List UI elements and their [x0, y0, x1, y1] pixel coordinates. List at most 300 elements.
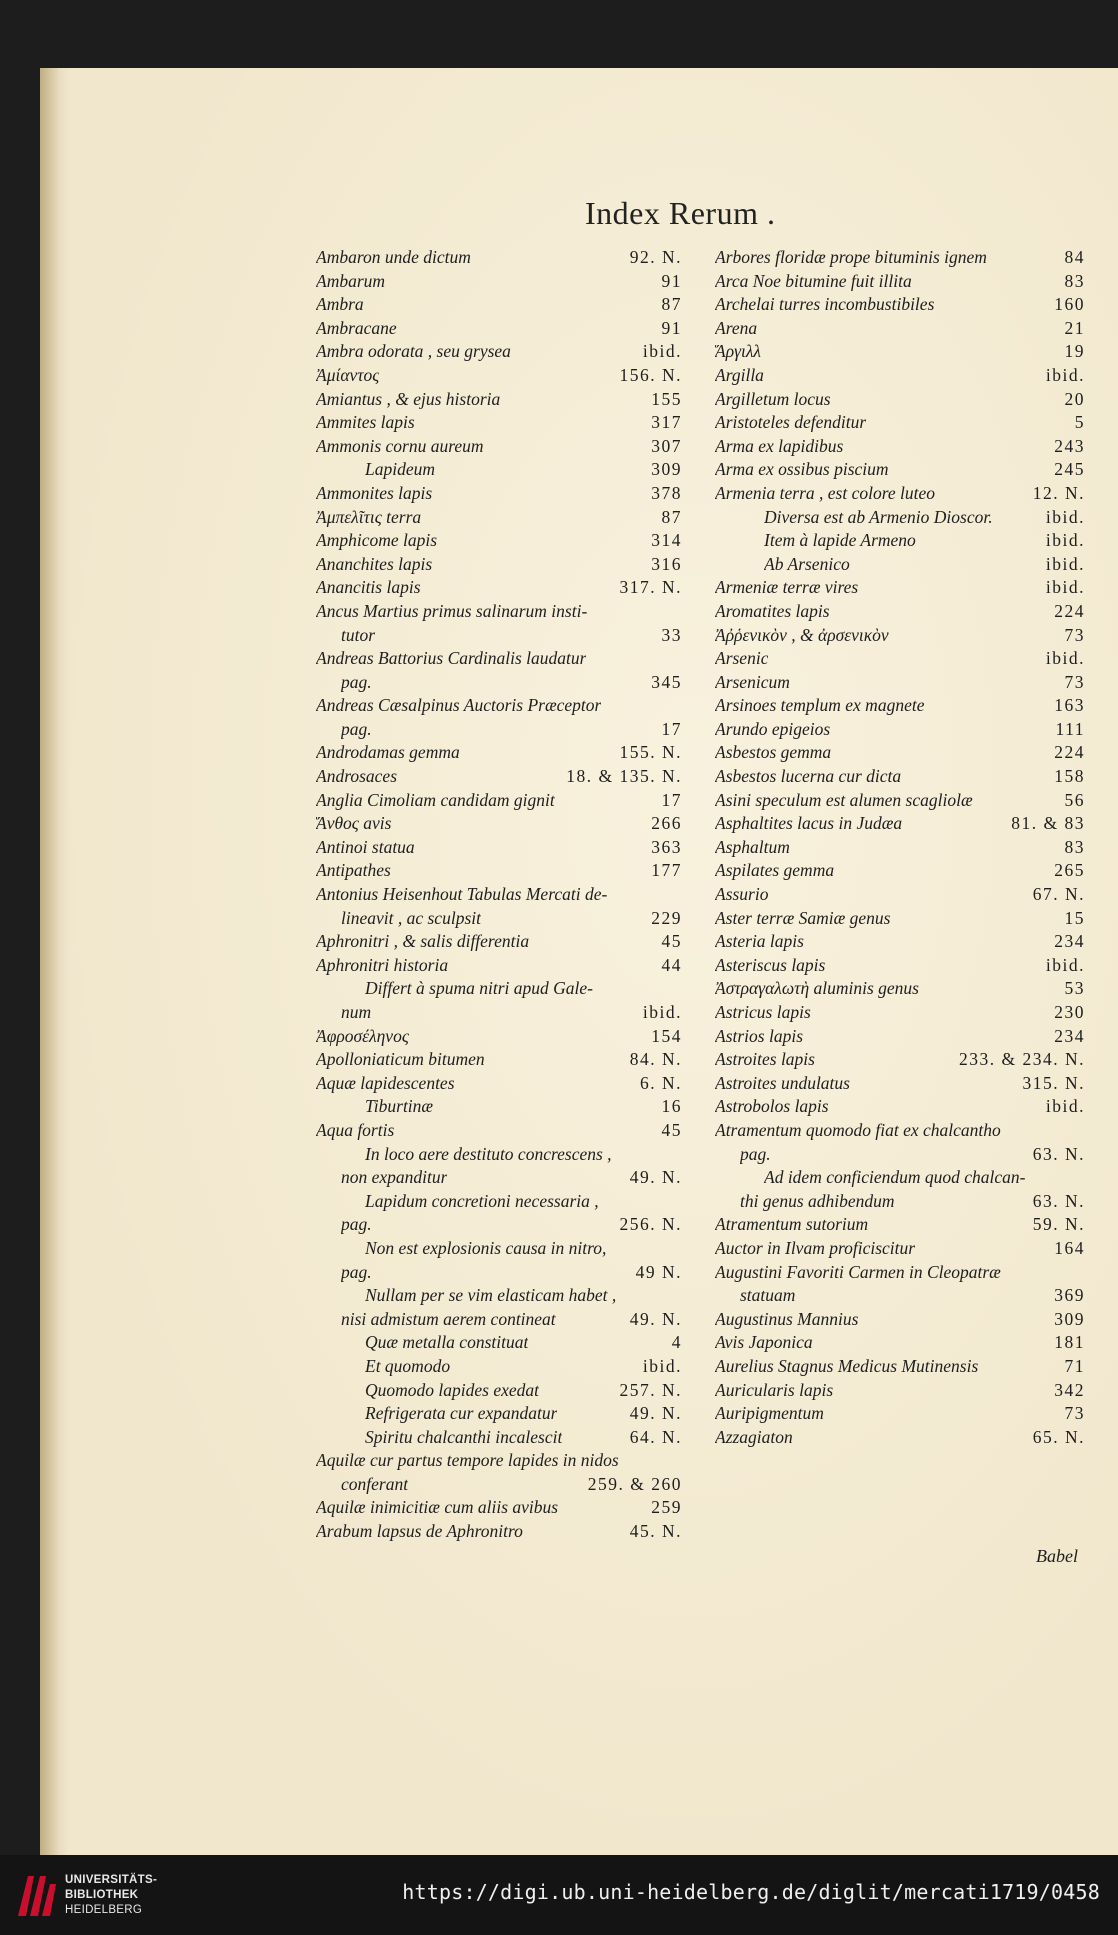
index-entry: [715, 1026, 1085, 1050]
index-entry-term: Aster terræ Samiæ genus: [715, 907, 891, 928]
index-entry-term: Ammites lapis: [316, 412, 415, 433]
index-entry: [316, 1474, 682, 1498]
index-column-left: [316, 247, 682, 1545]
index-entry-term: Lapidum concretioni necessaria ,: [365, 1190, 599, 1211]
index-entry-term: Arena: [715, 317, 758, 338]
index-entry-term: Arma ex ossibus piscium: [715, 459, 889, 480]
index-entry: [316, 1309, 682, 1333]
index-entry: [715, 1167, 1085, 1191]
index-entry-term: Ab Arsenico: [764, 553, 850, 574]
university-library-logo-icon: [14, 1870, 58, 1920]
logo-text-line-3: HEIDELBERG: [65, 1904, 143, 1916]
index-entry-term: Aphronitri , & salis differentia: [316, 931, 530, 952]
index-entry-page: 83: [1064, 270, 1085, 291]
index-entry-term: pag.: [341, 1214, 372, 1235]
index-entry-page: 63. N.: [1032, 1190, 1085, 1211]
index-entry-page: 155. N.: [619, 742, 682, 763]
index-entry-page: 45. N.: [629, 1521, 682, 1542]
index-entry: [316, 389, 682, 413]
index-entry-term: pag.: [341, 718, 372, 739]
index-entry-term: Asteriscus lapis: [715, 954, 826, 975]
index-entry-page: ibid.: [1045, 553, 1085, 574]
index-entry: [316, 1026, 682, 1050]
index-entry-term: Astricus lapis: [715, 1002, 811, 1022]
index-entry-term: statuam: [740, 1285, 796, 1306]
index-entry-term: Andreas Cæsalpinus Auctoris Præceptor: [316, 695, 602, 716]
index-entry-term: pag.: [341, 671, 372, 692]
index-entry-term: Astroites lapis: [715, 1049, 815, 1070]
index-entry-page: 33: [661, 624, 682, 645]
index-entry-term: Ἀῤῥενικὸν , & ἀρσενικὸν: [715, 624, 889, 645]
index-entry: [316, 648, 682, 672]
index-entry-page: 234: [1054, 931, 1085, 952]
index-entry: [316, 672, 682, 696]
index-entry-page: 224: [1054, 742, 1085, 763]
index-entry: [316, 1380, 682, 1404]
index-entry-term: Ambracane: [316, 317, 397, 338]
index-entry-term: Ammonites lapis: [316, 482, 433, 503]
index-entry-page: 177: [651, 860, 682, 881]
index-entry-page: 21: [1064, 317, 1085, 338]
index-entry-term: Arabum lapsus de Aphronitro: [316, 1521, 523, 1542]
index-entry: [316, 1497, 682, 1521]
index-entry-term: Asbestos gemma: [715, 742, 832, 763]
index-entry: [316, 1049, 682, 1073]
index-entry: [715, 1356, 1085, 1380]
index-entry-page: 164: [1054, 1237, 1085, 1258]
index-entry: [715, 577, 1085, 601]
index-entry: [316, 884, 682, 908]
index-entry-page: 345: [651, 671, 682, 692]
index-entry: [316, 365, 682, 389]
index-entry-term: Ἀμπελῖτις terra: [316, 506, 422, 527]
index-entry: [316, 1214, 682, 1238]
index-entry-term: Ammonis cornu aureum: [316, 435, 484, 456]
index-entry: [316, 294, 682, 318]
index-entry-page: 67. N.: [1032, 884, 1085, 905]
index-entry: [715, 1073, 1085, 1097]
index-entry-term: Assurio: [715, 884, 769, 905]
index-entry-term: Arsenic: [715, 648, 769, 669]
index-entry-term: Androsaces: [316, 766, 398, 787]
index-entry-page: 19: [1064, 341, 1085, 362]
index-entry-page: 6. N.: [639, 1072, 682, 1093]
index-entry-term: Refrigerata cur expandatur: [365, 1403, 558, 1424]
index-entry: [316, 554, 682, 578]
index-entry-term: Aquilæ cur partus tempore lapides in nidos: [316, 1450, 619, 1471]
index-entry-page: 160: [1054, 294, 1085, 315]
index-entry-page: 256. N.: [619, 1214, 682, 1235]
index-entry-term: Atramentum sutorium: [715, 1214, 869, 1235]
index-entry: [316, 931, 682, 955]
index-entry: [316, 766, 682, 790]
index-entry-page: 229: [651, 907, 682, 928]
index-entry-term: nisi admistum aerem contineat: [341, 1308, 556, 1329]
index-entry-term: Auricularis lapis: [715, 1379, 834, 1400]
index-entry-page: 316: [651, 553, 682, 574]
index-entry: [715, 554, 1085, 578]
index-entry-page: 369: [1054, 1285, 1085, 1306]
index-entry-term: Aurelius Stagnus Medicus Mutinensis: [715, 1355, 979, 1376]
index-entry-term: pag.: [740, 1143, 771, 1164]
index-entry: [316, 1403, 682, 1427]
index-entry-term: Asteria lapis: [715, 931, 804, 952]
index-entry-term: Archelai turres incombustibiles: [715, 294, 935, 315]
index-entry-page: 257. N.: [619, 1379, 682, 1400]
index-entry: [316, 1167, 682, 1191]
index-entry-page: ibid.: [1045, 648, 1085, 669]
index-entry-term: pag.: [341, 1261, 372, 1282]
index-entry-page: 16: [661, 1096, 682, 1117]
index-entry-page: 49. N.: [629, 1308, 682, 1329]
index-entry-page: 265: [1054, 860, 1085, 881]
index-entry-page: 155: [651, 388, 682, 409]
index-entry: [316, 1285, 682, 1309]
index-entry: [715, 884, 1085, 908]
index-entry-term: Astroites undulatus: [715, 1072, 850, 1093]
index-entry: [715, 955, 1085, 979]
index-entry-page: 59. N.: [1032, 1214, 1085, 1235]
index-entry: [715, 766, 1085, 790]
index-entry-term: Ananchites lapis: [316, 553, 433, 574]
index-entry-page: 45: [661, 931, 682, 952]
index-entry: [316, 1356, 682, 1380]
index-entry-term: Astrios lapis: [715, 1025, 804, 1046]
index-entry-page: 317. N.: [619, 577, 682, 598]
index-entry-term: Anancitis lapis: [316, 577, 421, 598]
index-entry: [715, 837, 1085, 861]
index-entry: [715, 931, 1085, 955]
index-entry-term: Antonius Heisenhout Tabulas Mercati de-: [316, 884, 608, 905]
index-entry-page: 56: [1064, 789, 1085, 810]
index-entry-page: ibid.: [1045, 530, 1085, 551]
index-entry-page: 44: [661, 954, 682, 975]
index-entry-page: 83: [1064, 836, 1085, 857]
index-entry: [316, 1332, 682, 1356]
index-entry: [316, 271, 682, 295]
index-entry-page: 163: [1054, 695, 1085, 716]
index-entry: [715, 1096, 1085, 1120]
index-entry-page: 71: [1064, 1355, 1085, 1376]
logo-text-line-2: BIBLIOTHEK: [65, 1889, 139, 1901]
index-entry-page: 314: [651, 530, 682, 551]
index-entry-term: Antinoi statua: [316, 836, 415, 857]
index-entry-page: 224: [1054, 600, 1085, 621]
index-entry-term: Et quomodo: [365, 1355, 451, 1376]
index-entry: [715, 1427, 1085, 1451]
index-entry-term: num: [341, 1002, 372, 1022]
index-entry-page: 5: [1074, 412, 1085, 433]
index-entry: [715, 412, 1085, 436]
index-entry-term: Apolloniaticum bitumen: [316, 1049, 485, 1070]
index-entry-page: 317: [651, 412, 682, 433]
index-entry-page: 259. & 260: [587, 1473, 682, 1494]
index-entry: [715, 341, 1085, 365]
index-entry: [316, 860, 682, 884]
index-entry: [316, 790, 682, 814]
index-entry-term: tutor: [341, 624, 376, 645]
index-entry-page: ibid.: [1045, 506, 1085, 527]
index-entry-page: 63. N.: [1032, 1143, 1085, 1164]
page-title: Index Rerum .: [585, 195, 776, 231]
index-entry-page: 12. N.: [1032, 482, 1085, 503]
index-entry: [715, 1332, 1085, 1356]
index-entry-term: Azzagiaton: [715, 1426, 793, 1447]
index-entry-term: Aquæ lapidescentes: [316, 1072, 455, 1093]
index-entry: [715, 530, 1085, 554]
index-entry-page: 4: [671, 1332, 682, 1353]
index-entry-term: Argilletum locus: [715, 388, 831, 409]
index-entry-term: thi genus adhibendum: [740, 1190, 895, 1211]
index-entry-term: Anglia Cimoliam candidam gignit: [316, 789, 555, 810]
index-entry: [316, 695, 682, 719]
index-entry: [316, 837, 682, 861]
index-entry-term: Quomodo lapides exedat: [365, 1379, 539, 1400]
index-entry: [316, 742, 682, 766]
index-entry-term: Augustinus Mannius: [715, 1308, 859, 1329]
index-entry: [715, 1214, 1085, 1238]
index-entry-page: 73: [1064, 624, 1085, 645]
index-entry-term: Aqua fortis: [316, 1119, 395, 1140]
index-entry: [715, 790, 1085, 814]
index-entry-page: ibid.: [642, 1355, 682, 1376]
index-entry-page: 87: [661, 506, 682, 527]
index-entry-page: 307: [651, 435, 682, 456]
index-entry-page: 91: [661, 270, 682, 291]
index-entry: [316, 955, 682, 979]
index-entry-page: 49. N.: [629, 1167, 682, 1188]
index-entry: [316, 1096, 682, 1120]
index-entry: [715, 365, 1085, 389]
index-entry-page: 84. N.: [629, 1049, 682, 1070]
index-entry: [715, 719, 1085, 743]
index-entry-term: Arundo epigeios: [715, 718, 831, 739]
index-entry: [715, 459, 1085, 483]
index-entry: [715, 1144, 1085, 1168]
index-entry: [715, 247, 1085, 271]
index-entry-page: ibid.: [1045, 1096, 1085, 1117]
index-entry-term: Ἄνθος avis: [316, 813, 392, 834]
index-entry-page: 243: [1054, 435, 1085, 456]
index-entry-page: 45: [661, 1119, 682, 1140]
index-entry-term: Asphaltum: [715, 836, 790, 857]
index-entry-term: Lapideum: [365, 459, 435, 480]
index-entry-page: 230: [1054, 1002, 1085, 1022]
index-entry-term: Andreas Battorius Cardinalis laudatur: [316, 648, 587, 669]
index-entry-page: 91: [661, 317, 682, 338]
index-entry: [316, 1521, 682, 1545]
index-entry-term: In loco aere destituto concrescens ,: [365, 1143, 612, 1164]
index-entry: [715, 1262, 1085, 1286]
index-entry: [715, 978, 1085, 1002]
index-entry-term: Astrobolos lapis: [715, 1096, 829, 1117]
index-entry: [715, 1049, 1085, 1073]
index-entry-page: 17: [661, 789, 682, 810]
index-entry-page: 84: [1064, 247, 1085, 267]
index-column-right: [715, 247, 1085, 1450]
index-entry: [715, 483, 1085, 507]
index-entry-page: 233. & 234. N.: [959, 1049, 1085, 1070]
index-entry: [316, 247, 682, 271]
index-entry: [715, 1002, 1085, 1026]
index-entry-page: 92. N.: [629, 247, 682, 267]
index-entry-term: Arma ex lapidibus: [715, 435, 844, 456]
index-entry: [715, 1191, 1085, 1215]
index-entry-term: Auripigmentum: [715, 1403, 824, 1424]
index-entry-term: non expanditur: [341, 1167, 448, 1188]
index-entry-term: Ἀμίαντος: [316, 364, 380, 385]
index-entry: [316, 412, 682, 436]
index-entry: [715, 648, 1085, 672]
index-entry-term: Ἀστραγαλωτὴ aluminis genus: [715, 978, 919, 999]
index-entry: [715, 908, 1085, 932]
index-entry-term: Argilla: [715, 364, 764, 385]
index-entry-page: 154: [651, 1025, 682, 1046]
index-entry-term: Aristoteles defenditur: [715, 412, 867, 433]
index-entry: [715, 318, 1085, 342]
index-entry: [316, 436, 682, 460]
index-entry: [715, 672, 1085, 696]
index-entry-term: Asphaltites lacus in Judæa: [715, 813, 903, 834]
index-entry-term: Ad idem conficiendum quod chalcan-: [764, 1167, 1026, 1188]
index-entry-term: Aromatites lapis: [715, 600, 830, 621]
index-entry: [316, 1262, 682, 1286]
index-entry-page: 73: [1064, 671, 1085, 692]
index-entry-page: 49 N.: [635, 1261, 682, 1282]
index-entry-term: Atramentum quomodo fiat ex chalcantho: [715, 1119, 1001, 1140]
index-entry: [316, 530, 682, 554]
index-entry: [316, 1427, 682, 1451]
index-entry-term: Diversa est ab Armenio Dioscor.: [764, 506, 993, 527]
index-entry: [715, 1309, 1085, 1333]
index-entry-page: ibid.: [642, 1002, 682, 1022]
index-entry: [316, 813, 682, 837]
index-entry-term: Aquilæ inimicitiæ cum aliis avibus: [316, 1497, 559, 1518]
index-entry-term: Arsinoes templum ex magnete: [715, 695, 925, 716]
index-entry: [715, 1285, 1085, 1309]
index-entry-term: Amphicome lapis: [316, 530, 438, 551]
index-entry: [715, 860, 1085, 884]
index-entry-term: conferant: [341, 1473, 409, 1494]
index-entry-page: 49. N.: [629, 1403, 682, 1424]
index-entry-term: Armeniæ terræ vires: [715, 577, 859, 598]
index-entry: [715, 695, 1085, 719]
index-entry-page: ibid.: [1045, 954, 1085, 975]
index-entry: [316, 1073, 682, 1097]
index-entry: [316, 601, 682, 625]
index-entry-term: Aspilates gemma: [715, 860, 835, 881]
index-entry-term: Arbores floridæ prope bituminis ignem: [715, 247, 987, 267]
index-entry-page: 342: [1054, 1379, 1085, 1400]
index-entry-page: ibid.: [642, 341, 682, 362]
index-entry-term: Spiritu chalcanthi incalescit: [365, 1426, 563, 1447]
index-entry-page: 111: [1055, 718, 1085, 739]
index-entry: [715, 601, 1085, 625]
index-entry: [715, 1120, 1085, 1144]
index-entry-page: 87: [661, 294, 682, 315]
index-entry-page: ibid.: [1045, 577, 1085, 598]
index-entry-term: Tiburtinæ: [365, 1096, 434, 1117]
index-entry-term: Aphronitri historia: [316, 954, 449, 975]
index-entry: [316, 1120, 682, 1144]
index-entry-term: Augustini Favoriti Carmen in Cleopatræ: [715, 1261, 1001, 1282]
index-entry-page: 65. N.: [1032, 1426, 1085, 1447]
index-entry-term: Auctor in Ilvam proficiscitur: [715, 1237, 916, 1258]
index-entry-page: 234: [1054, 1025, 1085, 1046]
index-entry-page: 20: [1064, 388, 1085, 409]
page-gutter: [40, 68, 58, 1855]
index-entry-page: 17: [661, 718, 682, 739]
index-entry-page: 363: [651, 836, 682, 857]
index-entry-page: 158: [1054, 766, 1085, 787]
index-entry: [715, 742, 1085, 766]
index-entry-page: 259: [651, 1497, 682, 1518]
index-entry-page: ibid.: [1045, 364, 1085, 385]
index-entry-term: Avis Japonica: [715, 1332, 813, 1353]
index-entry-page: 18. & 135. N.: [566, 766, 682, 787]
index-entry-page: 73: [1064, 1403, 1085, 1424]
index-entry-page: 53: [1064, 978, 1085, 999]
index-entry: [316, 483, 682, 507]
index-entry-page: 15: [1064, 907, 1085, 928]
source-url[interactable]: https://digi.ub.uni-heidelberg.de/diglit/mercati1719/0458: [402, 1880, 1100, 1904]
index-entry-term: Differt à spuma nitri apud Gale-: [365, 978, 593, 999]
index-entry-term: Non est explosionis causa in nitro,: [365, 1237, 607, 1258]
index-entry-term: Ἄργιλλ: [715, 341, 762, 362]
index-entry: [316, 1144, 682, 1168]
index-entry-term: Nullam per se vim elasticam habet ,: [365, 1285, 617, 1306]
index-entry-term: Asini speculum est alumen scagliolæ: [715, 789, 973, 810]
index-entry: [715, 271, 1085, 295]
index-entry: [316, 507, 682, 531]
index-entry: [316, 341, 682, 365]
index-entry: [715, 507, 1085, 531]
index-entry-term: Ambra odorata , seu grysea: [316, 341, 511, 362]
index-entry: [715, 1238, 1085, 1262]
index-entry: [316, 978, 682, 1002]
index-entry: [715, 436, 1085, 460]
index-entry: [715, 1403, 1085, 1427]
index-entry: [316, 1002, 682, 1026]
index-entry-term: Androdamas gemma: [316, 742, 460, 763]
index-entry: [715, 1380, 1085, 1404]
index-entry-term: Item à lapide Armeno: [764, 530, 916, 551]
index-entry-term: lineavit , ac sculpsit: [341, 907, 481, 928]
index-entry: [715, 813, 1085, 837]
index-entry: [316, 719, 682, 743]
index-entry-page: 378: [651, 482, 682, 503]
index-entry-term: Quæ metalla constituat: [365, 1332, 529, 1353]
index-entry-term: Ancus Martius primus salinarum insti-: [316, 600, 588, 621]
catchword: Babel: [1036, 1546, 1078, 1566]
index-entry: [715, 389, 1085, 413]
index-entry-term: Ambra: [316, 294, 364, 315]
index-entry-term: Asbestos lucerna cur dicta: [715, 766, 902, 787]
index-entry-term: Ambarum: [316, 270, 386, 291]
logo-text-line-1: UNIVERSITÄTS-: [65, 1874, 158, 1886]
index-entry-term: Antipathes: [316, 860, 391, 881]
index-entry-term: Armenia terra , est colore luteo: [715, 482, 936, 503]
index-entry-page: 81. & 83: [1011, 813, 1085, 834]
index-entry-term: Ἀφροσέληνος: [316, 1025, 409, 1046]
index-entry-page: 245: [1054, 459, 1085, 480]
index-entry: [316, 1450, 682, 1474]
index-entry: [715, 294, 1085, 318]
index-entry-page: 156. N.: [619, 364, 682, 385]
index-entry-page: 181: [1054, 1332, 1085, 1353]
index-entry-term: Ambaron unde dictum: [316, 247, 471, 267]
index-entry: [316, 577, 682, 601]
